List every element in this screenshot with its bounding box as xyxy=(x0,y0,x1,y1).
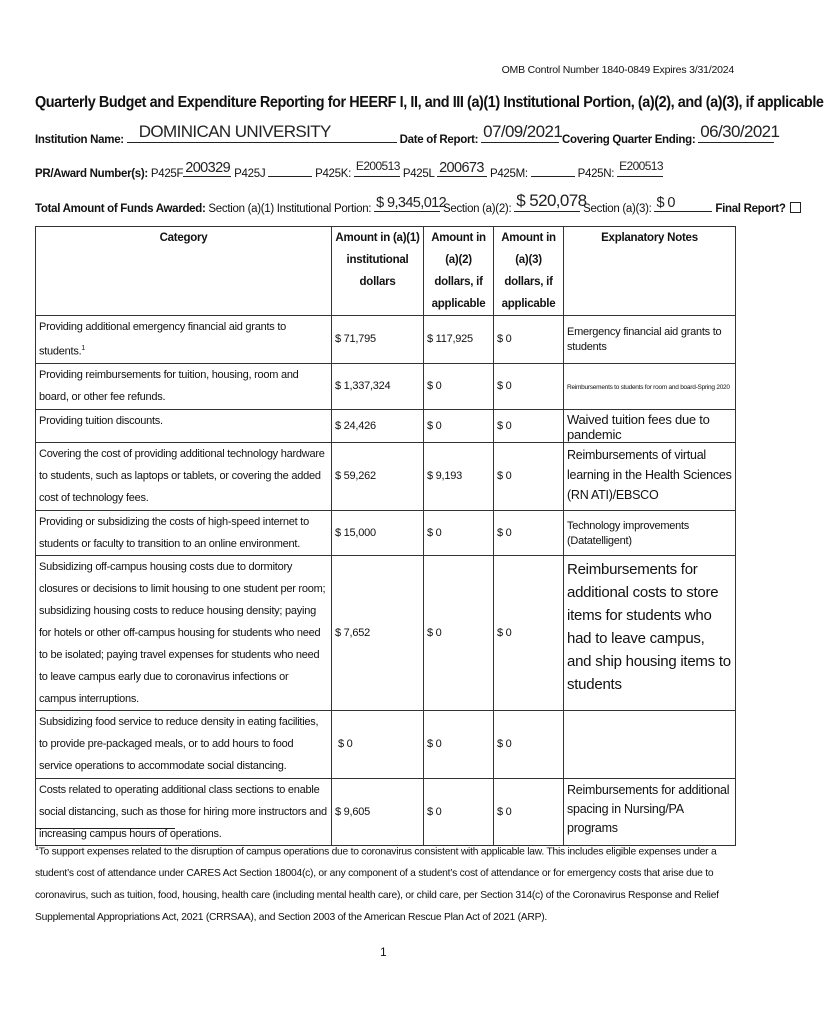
quarter-value: 06/30/2021 xyxy=(700,122,780,141)
row-a2[interactable]: $ 0 xyxy=(424,510,494,555)
row-a1[interactable]: $ 7,652 xyxy=(332,555,424,710)
row-a3[interactable]: $ 0 xyxy=(494,316,564,364)
footnote xyxy=(35,838,735,929)
p425f-label: P425F xyxy=(150,168,184,180)
omb-control-number: OMB Control Number 1840-0849 Expires 3/31/2024 xyxy=(501,64,734,76)
table-row xyxy=(36,510,736,555)
p425n-field[interactable] xyxy=(617,159,663,177)
institution-row xyxy=(35,122,780,146)
award-row xyxy=(35,159,663,180)
institution-field[interactable] xyxy=(127,122,397,143)
row-a1[interactable]: $ 71,795 xyxy=(332,316,424,364)
final-report-label: Final Report? xyxy=(715,203,786,215)
total-row xyxy=(35,191,801,215)
a3-field[interactable] xyxy=(654,195,712,212)
row-a2[interactable]: $ 0 xyxy=(424,778,494,845)
row-a2[interactable]: $ 0 xyxy=(424,363,494,409)
p425j-field[interactable] xyxy=(268,164,312,177)
award-label: PR/Award Number(s): xyxy=(35,168,148,180)
row-a1[interactable]: $ 0 xyxy=(332,710,424,778)
p425m-label: P425M: xyxy=(489,168,528,180)
header-a2: Amount in (a)(2) dollars, if applicable xyxy=(424,227,494,316)
row-a3[interactable]: $ 0 xyxy=(494,778,564,845)
quarter-label: Covering Quarter Ending: xyxy=(562,134,696,146)
date-value: 07/09/2021 xyxy=(483,122,563,141)
table-row xyxy=(36,778,736,845)
table-row xyxy=(36,316,736,364)
table-row xyxy=(36,409,736,442)
a2-label: Section (a)(2): xyxy=(443,203,512,215)
a2-value: $ 520,078 xyxy=(516,191,587,210)
header-notes: Explanatory Notes xyxy=(564,227,736,316)
footnote-ref: 1 xyxy=(81,345,86,352)
expenditure-table xyxy=(35,226,736,846)
row-a3[interactable]: $ 0 xyxy=(494,442,564,510)
p425l-label: P425L xyxy=(402,168,435,180)
row-category: Providing or subsidizing the costs of high-speed internet to students or faculty to transition to an online environment. xyxy=(36,510,332,555)
a2-field[interactable] xyxy=(514,191,587,212)
row-a1[interactable]: $ 9,605 xyxy=(332,778,424,845)
p425f-field[interactable] xyxy=(183,160,231,177)
p425l-value: 200673 xyxy=(439,160,484,176)
header-category: Category xyxy=(36,227,332,316)
a1-field[interactable] xyxy=(374,195,447,212)
header-a1: Amount in (a)(1) institutional dollars xyxy=(332,227,424,316)
row-category: Subsidizing off-campus housing costs due to dormitory closures or decisions to limit housing to one student per room; subsidizing housing costs to reduce housing density; paying for hotels or other off-campus housing for students who need to be isolated; paying travel expenses for students who need to leave campus early due to coronavirus infections or campus interruptions. xyxy=(36,555,332,710)
p425j-label: P425J xyxy=(234,168,266,180)
row-a1[interactable]: $ 15,000 xyxy=(332,510,424,555)
table-row xyxy=(36,363,736,409)
row-category: Covering the cost of providing additional technology hardware to students, such as laptops or tablets, or covering the added cost of technology fees. xyxy=(36,442,332,510)
row-a2[interactable]: $ 117,925 xyxy=(424,316,494,364)
page-title: Quarterly Budget and Expenditure Reporting for HEERF I, II, and III (a)(1) Institutional Portion, (a)(2), and (a)(3), if applicable xyxy=(35,94,824,111)
p425k-label: P425K: xyxy=(315,168,352,180)
row-a3[interactable]: $ 0 xyxy=(494,510,564,555)
final-report-checkbox[interactable] xyxy=(790,202,801,213)
a3-label: Section (a)(3): xyxy=(583,203,652,215)
row-notes[interactable]: Reimbursements of virtual learning in the Health Sciences (RN ATI)/EBSCO xyxy=(564,442,736,510)
row-a3[interactable]: $ 0 xyxy=(494,363,564,409)
row-category: Costs related to operating additional class sections to enable social distancing, such as those for hiring more instructors and increasing campus hours of operations. xyxy=(36,778,332,845)
footnote-divider xyxy=(35,828,175,829)
table-row xyxy=(36,442,736,510)
row-a2[interactable]: $ 0 xyxy=(424,710,494,778)
row-a2[interactable]: $ 0 xyxy=(424,555,494,710)
row-a2[interactable]: $ 9,193 xyxy=(424,442,494,510)
total-label: Total Amount of Funds Awarded: xyxy=(35,203,206,215)
row-notes[interactable]: Reimbursements to students for room and board-Spring 2020 xyxy=(564,363,736,409)
table-row xyxy=(36,555,736,710)
row-category: Providing tuition discounts. xyxy=(36,409,332,442)
p425l-field[interactable] xyxy=(437,160,487,177)
p425m-field[interactable] xyxy=(531,164,575,177)
row-a3[interactable]: $ 0 xyxy=(494,409,564,442)
row-a1[interactable]: $ 1,337,324 xyxy=(332,363,424,409)
row-a3[interactable]: $ 0 xyxy=(494,710,564,778)
row-a3[interactable]: $ 0 xyxy=(494,555,564,710)
row-a1[interactable]: $ 24,426 xyxy=(332,409,424,442)
table-row xyxy=(36,710,736,778)
row-notes[interactable]: Waived tuition fees due to pandemic xyxy=(564,409,736,442)
row-category: Providing reimbursements for tuition, housing, room and board, or other fee refunds. xyxy=(36,363,332,409)
p425n-label: P425N: xyxy=(577,168,615,180)
institution-value: DOMINICAN UNIVERSITY xyxy=(138,122,331,141)
p425k-value: E200513 xyxy=(355,159,400,173)
page-number: 1 xyxy=(380,945,387,959)
row-notes[interactable]: Emergency financial aid grants to students xyxy=(564,316,736,364)
quarter-field[interactable] xyxy=(698,122,780,143)
a1-value: $ 9,345,012 xyxy=(376,195,447,211)
a1-label: Section (a)(1) Institutional Portion: xyxy=(208,203,372,215)
row-notes[interactable]: Reimbursements for additional costs to store items for students who had to leave campus, and ship housing items to students xyxy=(564,555,736,710)
a3-value: $ 0 xyxy=(656,195,675,211)
row-a2[interactable]: $ 0 xyxy=(424,409,494,442)
p425n-value: E200513 xyxy=(619,159,663,173)
date-label: Date of Report: xyxy=(399,134,479,146)
p425k-field[interactable] xyxy=(354,159,400,177)
footnote-mark: 1 xyxy=(35,845,39,852)
row-category: Providing additional emergency financial aid grants to students.$^1$ xyxy=(36,316,332,364)
row-notes[interactable]: Technology improvements (Datatelligent) xyxy=(564,510,736,555)
header-a3: Amount in (a)(3) dollars, if applicable xyxy=(494,227,564,316)
footnote-text: To support expenses related to the disruption of campus operations due to coronavirus consistent with applicable law. This includes eligible expenses under a student’s cost of attendance under CARES Act Section 18004(c), or any component of a student’s cost of attendance or for emergency costs that arise due to coronavirus, such as tuition, food, housing, health care (including mental health care), or child care, per Section 314(c) of the Coronavirus Response and Relief Supplemental Appropriations Act, 2021 (CRRSAA), and Section 2003 of the American Rescue Plan Act of 2021 (ARP). xyxy=(35,846,719,924)
p425f-value: 200329 xyxy=(185,160,231,176)
row-category: Subsidizing food service to reduce density in eating facilities, to provide pre-packaged meals, or to add hours to food service operations to accommodate social distancing. xyxy=(36,710,332,778)
row-notes[interactable] xyxy=(564,710,736,778)
date-field[interactable] xyxy=(481,122,563,143)
table-header-row xyxy=(36,227,736,316)
row-notes[interactable]: Reimbursements for additional spacing in Nursing/PA programs xyxy=(564,778,736,845)
row-a1[interactable]: $ 59,262 xyxy=(332,442,424,510)
institution-label: Institution Name: xyxy=(35,134,124,146)
